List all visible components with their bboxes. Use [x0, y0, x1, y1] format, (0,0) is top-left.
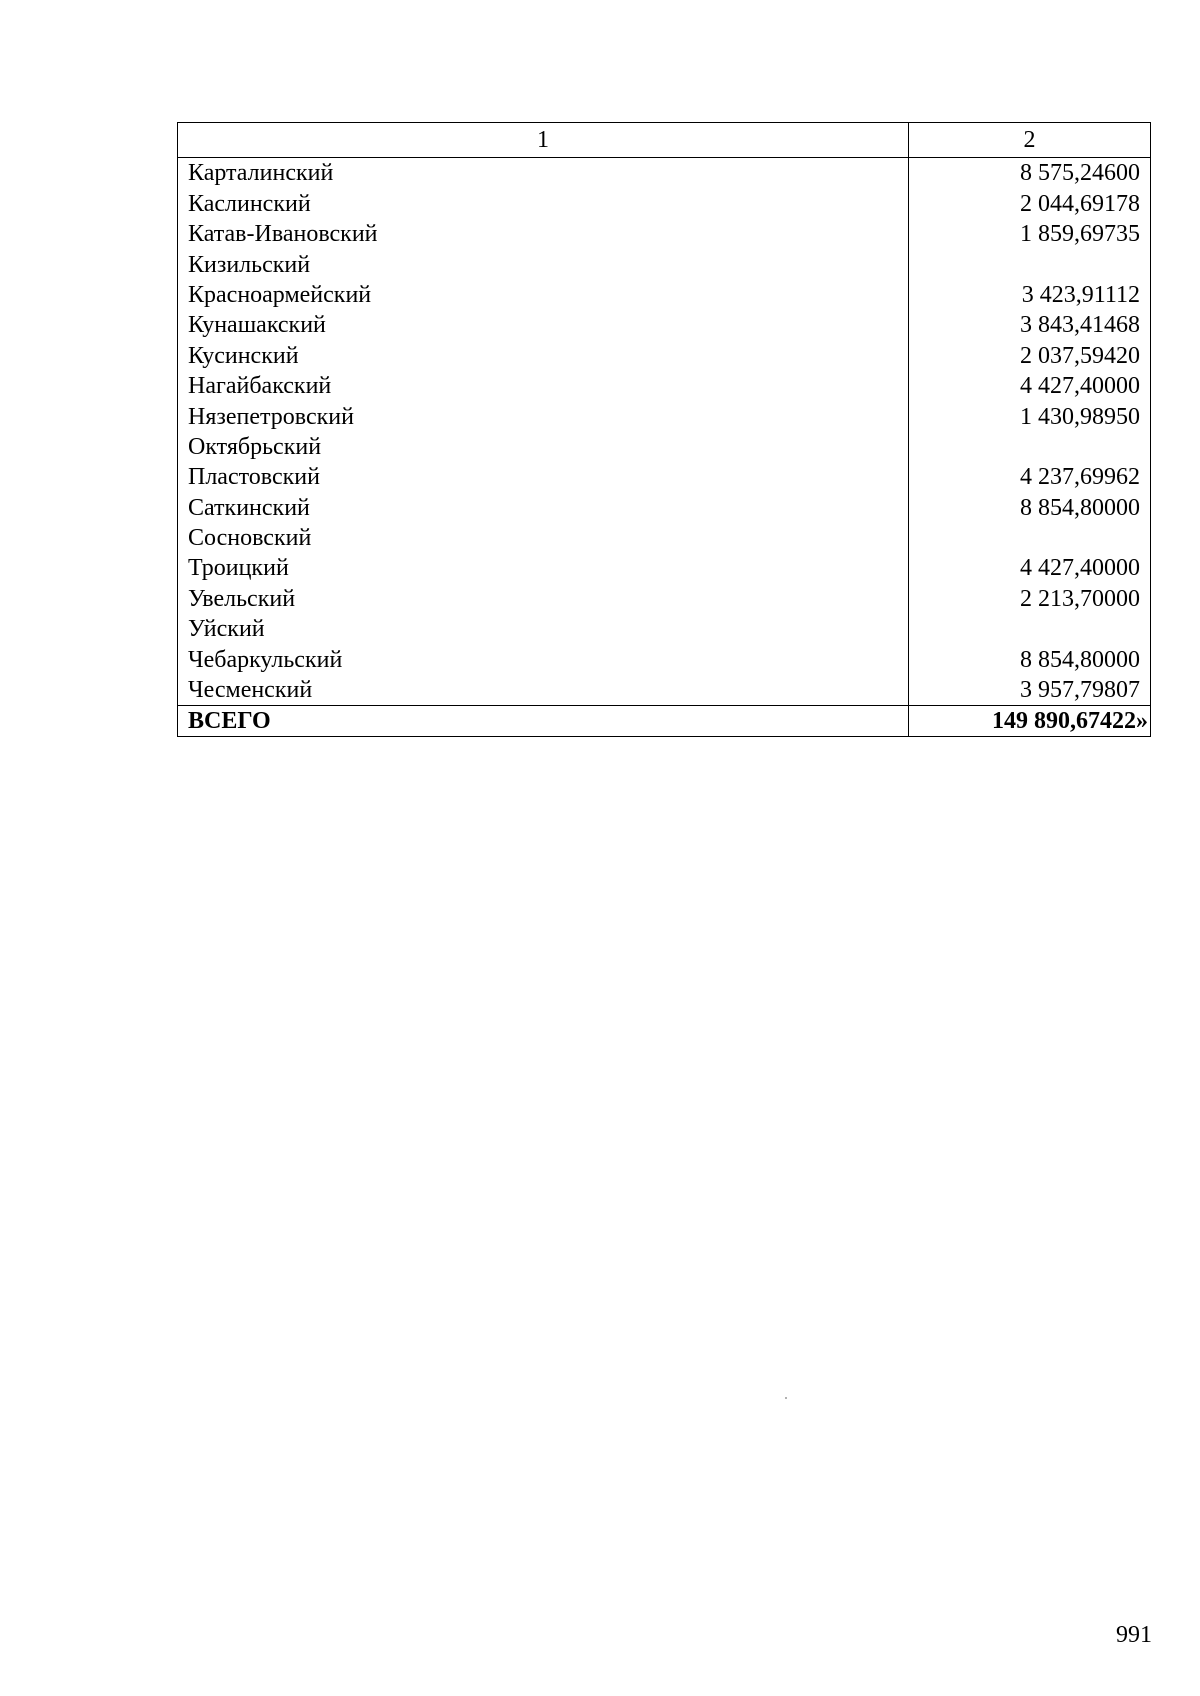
district-name: Октябрьский: [178, 432, 909, 462]
total-row: [178, 706, 1151, 737]
district-amounts-table: [177, 122, 1151, 737]
district-amount: [909, 614, 1151, 644]
district-amount: 4 427,40000: [909, 553, 1151, 583]
column-header-1: 1: [178, 123, 909, 158]
district-name: Нагайбакский: [178, 371, 909, 401]
district-amount: 4 427,40000: [909, 371, 1151, 401]
district-name: Саткинский: [178, 492, 909, 522]
district-amount: 3 957,79807: [909, 675, 1151, 706]
district-amount: 1 430,98950: [909, 401, 1151, 431]
district-name: Катав-Ивановский: [178, 219, 909, 249]
district-amount: [909, 432, 1151, 462]
district-name: Чебаркульский: [178, 644, 909, 674]
district-name: Кизильский: [178, 249, 909, 279]
table-row: [178, 188, 1151, 218]
table-row: [178, 553, 1151, 583]
district-amount: 2 037,59420: [909, 340, 1151, 370]
district-name: Карталинский: [178, 158, 909, 189]
district-name: Кусинский: [178, 340, 909, 370]
district-name: Красноармейский: [178, 280, 909, 310]
district-amount: 1 859,69735: [909, 219, 1151, 249]
table-header-row: [178, 123, 1151, 158]
district-name: Чесменский: [178, 675, 909, 706]
table-row: [178, 219, 1151, 249]
district-name: Кунашакский: [178, 310, 909, 340]
district-amount: 3 423,91112: [909, 280, 1151, 310]
table-row: [178, 158, 1151, 189]
district-amount: 8 854,80000: [909, 644, 1151, 674]
district-amount: 2 213,70000: [909, 583, 1151, 613]
district-name: Сосновский: [178, 523, 909, 553]
table-row: [178, 340, 1151, 370]
district-name: Каслинский: [178, 188, 909, 218]
table-row: [178, 249, 1151, 279]
table-row: [178, 462, 1151, 492]
total-amount: 149 890,67422»: [909, 706, 1151, 737]
district-name: Троицкий: [178, 553, 909, 583]
total-label: ВСЕГО: [178, 706, 909, 737]
table-row: [178, 675, 1151, 706]
district-amount: 2 044,69178: [909, 188, 1151, 218]
district-name: Уйский: [178, 614, 909, 644]
table-row: [178, 583, 1151, 613]
district-amount: 8 575,24600: [909, 158, 1151, 189]
table-row: [178, 371, 1151, 401]
table-row: [178, 401, 1151, 431]
table-row: [178, 432, 1151, 462]
table-row: [178, 310, 1151, 340]
district-name: Пластовский: [178, 462, 909, 492]
district-name: Увельский: [178, 583, 909, 613]
page-number: 991: [1116, 1622, 1152, 1648]
table-row: [178, 644, 1151, 674]
column-header-2: 2: [909, 123, 1151, 158]
table-row: [178, 492, 1151, 522]
district-amount: [909, 523, 1151, 553]
scan-speck: [785, 1397, 787, 1399]
table-row: [178, 523, 1151, 553]
table-row: [178, 614, 1151, 644]
table-row: [178, 280, 1151, 310]
district-amount: 8 854,80000: [909, 492, 1151, 522]
district-amount: 4 237,69962: [909, 462, 1151, 492]
district-amount: 3 843,41468: [909, 310, 1151, 340]
district-name: Нязепетровский: [178, 401, 909, 431]
district-amount: [909, 249, 1151, 279]
